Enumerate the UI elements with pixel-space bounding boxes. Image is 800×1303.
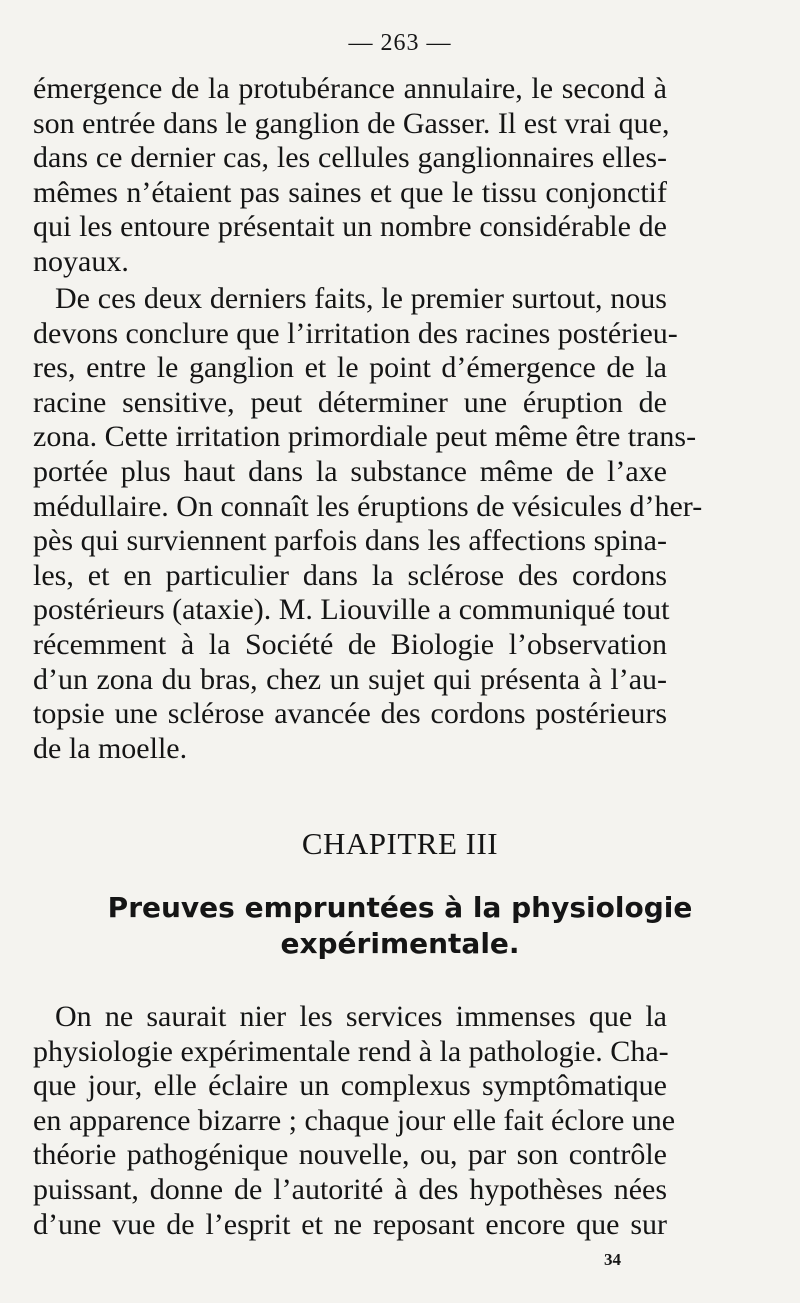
chapter-title: CHAPITRE III [301, 826, 499, 861]
text-line: noyaux. [33, 244, 129, 278]
section-title [0, 890, 800, 962]
text-line: les, et en particulier dans la sclérose des cordons [33, 558, 667, 592]
text-line: mêmes n’étaient pas saines et que le tissu conjonctif [33, 175, 667, 209]
paragraph-physiology [33, 1000, 676, 1242]
text-line: pès qui surviennent parfois dans les affections spina- [33, 524, 667, 558]
text-line: racine sensitive, peut déterminer une éruption de [33, 385, 667, 419]
text-line: De ces deux derniers faits, le premier surtout, nous [55, 282, 667, 315]
text-line: de la moelle. [33, 731, 188, 765]
text-line: puissant, donne de l’autorité à des hypothèses nées [33, 1172, 667, 1206]
paragraph-continuation [33, 72, 670, 280]
section-title-line-2: expérimentale. [280, 927, 520, 960]
text-line: res, entre le ganglion et le point d’émergence de la [33, 351, 667, 385]
text-line: émergence de la protubérance annulaire, le second à [33, 72, 667, 105]
text-line: que jour, elle éclaire un complexus symptômatique [33, 1069, 667, 1103]
text-line: théorie pathogénique nouvelle, ou, par son contrôle [33, 1138, 667, 1172]
text-line: devons conclure que l’irritation des racines postérieu- [33, 316, 678, 350]
text-line: en apparence bizarre ; chaque jour elle fait éclore une [33, 1103, 676, 1137]
text-line: médullaire. On connaît les éruptions de vésicules d’her- [33, 489, 703, 523]
section-title-line-1: Preuves empruntées à la physiologie [107, 891, 693, 924]
page-number: — 263 — [348, 30, 452, 56]
text-line: récemment à la Société de Biologie l’observation [33, 627, 667, 661]
signature-mark: 34 [604, 1250, 621, 1269]
text-line: d’un zona du bras, chez un sujet qui présenta à l’au- [33, 662, 667, 696]
text-line: qui les entoure présentait un nombre considérable de [33, 210, 667, 244]
text-line: postérieurs (ataxie). M. Liouville a communiqué tout [33, 593, 670, 627]
paragraph-conclusion [33, 282, 703, 766]
text-line: d’une vue de l’esprit et ne reposant encore que sur [33, 1207, 667, 1241]
text-line: dans ce dernier cas, les cellules ganglionnaires elles- [33, 141, 667, 175]
text-line: topsie une sclérose avancée des cordons postérieurs [33, 697, 667, 731]
text-line: son entrée dans le ganglion de Gasser. Il est vrai que, [33, 106, 670, 140]
text-line: physiologie expérimentale rend à la pathologie. Cha- [33, 1034, 669, 1068]
text-line: On ne saurait nier les services immenses que la [55, 1000, 667, 1033]
text-line: zona. Cette irritation primordiale peut même être trans- [33, 420, 697, 454]
text-line: portée plus haut dans la substance même de l’axe [33, 454, 667, 488]
